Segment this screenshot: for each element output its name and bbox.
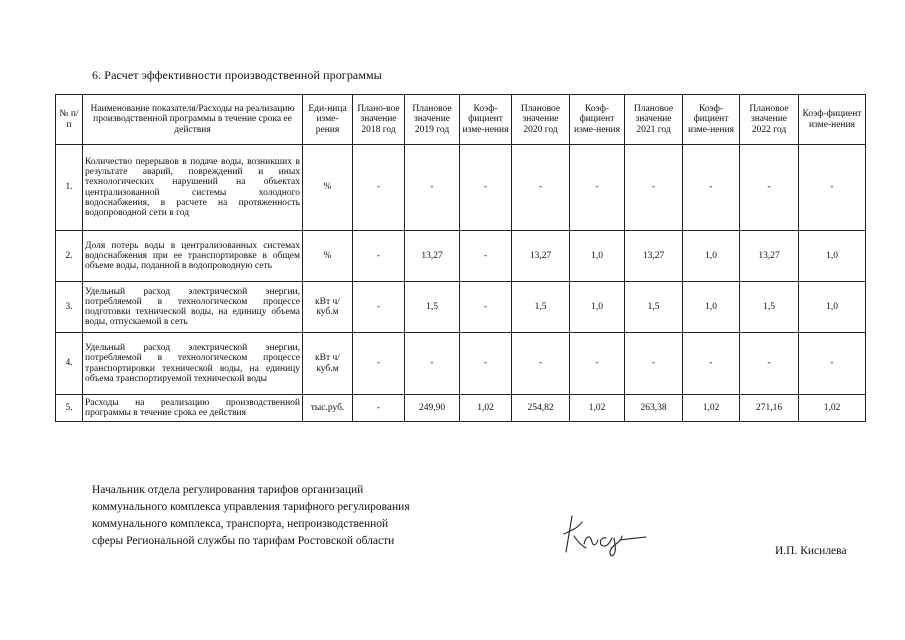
header-cell-2018: Плано-вое значение 2018 год [353, 95, 405, 145]
table-row [56, 333, 866, 395]
header-cell-num: № п/п [56, 95, 83, 145]
value-cell: 1,0 [683, 282, 740, 333]
row-number: 5. [56, 395, 83, 422]
unit-cell: % [303, 145, 353, 231]
indicator-name: Удельный расход электрической энергии, потребляемой в технологическом процессе подготовки технической воды, на единицу объема воды, отпускаемой в сеть [83, 282, 303, 333]
header-cell-coef-2020: Коэф-фициент изме-нения [570, 95, 625, 145]
value-cell: - [353, 395, 405, 422]
value-cell: - [799, 333, 866, 395]
value-cell: - [405, 333, 460, 395]
value-cell: - [460, 333, 512, 395]
value-cell: - [799, 145, 866, 231]
value-cell: 271,16 [740, 395, 799, 422]
value-cell: - [460, 231, 512, 282]
value-cell: 1,5 [740, 282, 799, 333]
value-cell: - [353, 145, 405, 231]
unit-cell: кВт ч/куб.м [303, 333, 353, 395]
value-cell: - [353, 282, 405, 333]
value-cell: 1,02 [683, 395, 740, 422]
value-cell: 1,5 [512, 282, 570, 333]
indicator-name: Расходы на реализацию производственной программы в течение срока ее действия [83, 395, 303, 422]
row-number: 2. [56, 231, 83, 282]
unit-cell: кВт ч/куб.м [303, 282, 353, 333]
value-cell: - [740, 145, 799, 231]
value-cell: 1,0 [570, 282, 625, 333]
value-cell: - [353, 231, 405, 282]
unit-cell: % [303, 231, 353, 282]
value-cell: 13,27 [512, 231, 570, 282]
header-cell-name: Наименование показателя/Расходы на реализацию производственной программы в течение срока ее действия [83, 95, 303, 145]
header-cell-2019: Плановое значение 2019 год [405, 95, 460, 145]
header-cell-2021: Плановое значение 2021 год [625, 95, 683, 145]
value-cell: 263,38 [625, 395, 683, 422]
indicator-name: Удельный расход электрической энергии, потребляемой в технологическом процессе транспортировки технической воды, на единицу объема транспортируемой технической воды [83, 333, 303, 395]
value-cell: - [625, 333, 683, 395]
table-row [56, 145, 866, 231]
header-cell-unit: Еди-ница изме-рения [303, 95, 353, 145]
value-cell: 13,27 [625, 231, 683, 282]
value-cell: 1,02 [799, 395, 866, 422]
value-cell: - [570, 145, 625, 231]
value-cell: 249,90 [405, 395, 460, 422]
value-cell: - [460, 145, 512, 231]
value-cell: - [460, 282, 512, 333]
value-cell: 1,02 [570, 395, 625, 422]
value-cell: - [683, 145, 740, 231]
value-cell: - [570, 333, 625, 395]
section-title: 6. Расчет эффективности производственной программы [92, 68, 382, 82]
signatory-position: Начальник отдела регулирования тарифов организаций коммунального комплекса управления тарифного регулирования коммунального комплекса, транспорта, непроизводственной сферы Региональной службы по тарифам Ростовской области [92, 484, 410, 547]
row-number: 3. [56, 282, 83, 333]
value-cell: - [683, 333, 740, 395]
table-header-row [56, 95, 866, 145]
header-cell-coef-2021: Коэф-фициент изме-нения [683, 95, 740, 145]
table-row [56, 282, 866, 333]
value-cell: 1,0 [799, 282, 866, 333]
header-cell-coef-2019: Коэф-фициент изме-нения [460, 95, 512, 145]
value-cell: - [625, 145, 683, 231]
row-number: 4. [56, 333, 83, 395]
value-cell: - [405, 145, 460, 231]
header-cell-2020: Плановое значение 2020 год [512, 95, 570, 145]
table-row [56, 231, 866, 282]
signatory-name: И.П. Кисилева [775, 545, 847, 557]
value-cell: 1,0 [683, 231, 740, 282]
value-cell: 1,5 [625, 282, 683, 333]
indicator-name: Доля потерь воды в централизованных системах водоснабжения при ее транспортировке в общем объеме воды, поданной в водопроводную сеть [83, 231, 303, 282]
handwritten-signature [560, 508, 650, 558]
value-cell: - [740, 333, 799, 395]
value-cell: 13,27 [740, 231, 799, 282]
row-number: 1. [56, 145, 83, 231]
value-cell: 13,27 [405, 231, 460, 282]
efficiency-table [55, 94, 866, 422]
value-cell: 1,0 [570, 231, 625, 282]
table-row [56, 395, 866, 422]
header-cell-coef-2022: Коэф-фициент изме-нения [799, 95, 866, 145]
value-cell: 1,02 [460, 395, 512, 422]
header-cell-2022: Плановое значение 2022 год [740, 95, 799, 145]
value-cell: 1,0 [799, 231, 866, 282]
value-cell: - [353, 333, 405, 395]
value-cell: 1,5 [405, 282, 460, 333]
indicator-name: Количество перерывов в подаче воды, возникших в результате аварий, повреждений и иных технологических нарушений на объектах централизованной системы холодного водоснабжения, в расчете на протяженность водопроводной сети в год [83, 145, 303, 231]
unit-cell: тыс.руб. [303, 395, 353, 422]
value-cell: - [512, 145, 570, 231]
value-cell: 254,82 [512, 395, 570, 422]
value-cell: - [512, 333, 570, 395]
